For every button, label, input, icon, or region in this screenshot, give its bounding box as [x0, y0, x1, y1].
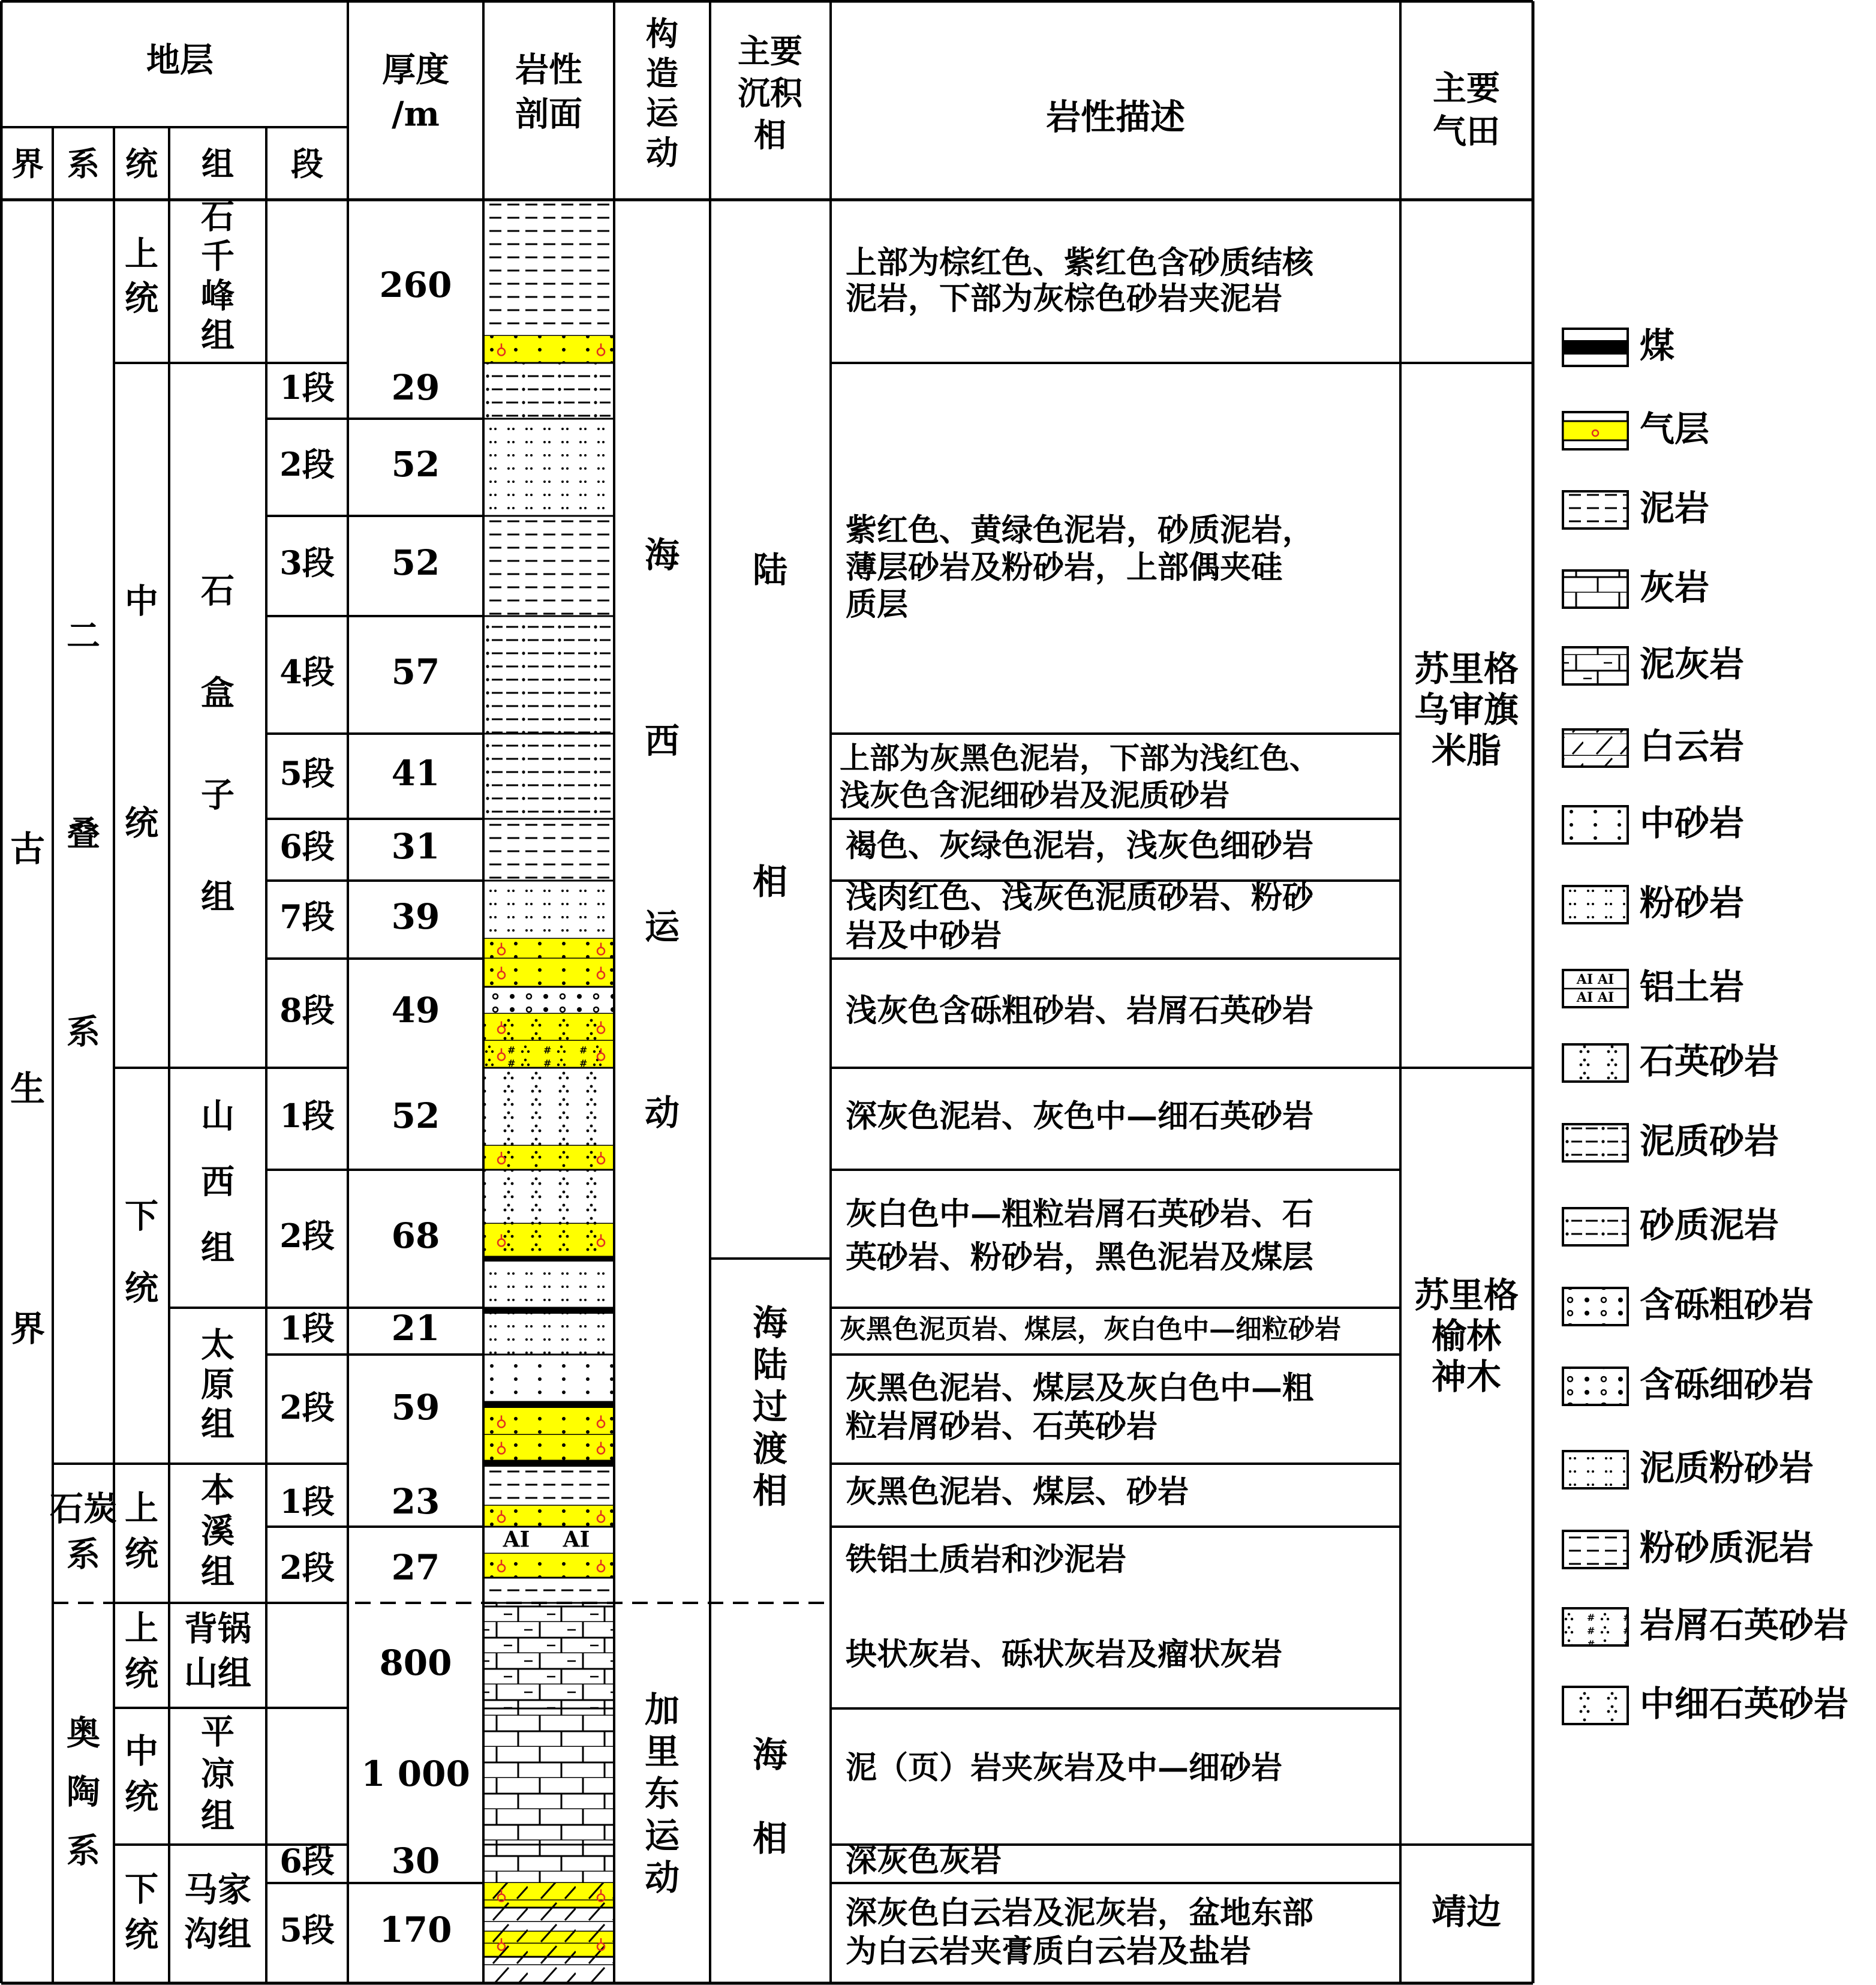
lithology-description: 为白云岩夹膏质白云岩及盐岩 [846, 1933, 1252, 1970]
thickness-value: 30 [391, 1840, 440, 1881]
header-erathem: 界 [11, 145, 44, 184]
formation-shihezi: 子 [201, 775, 235, 815]
formation-shiqianfeng: 峰 [201, 276, 235, 316]
member-label: 1段 [279, 1309, 335, 1348]
lithology-description: 灰白色中—粗粒岩屑石英砂岩、石 [846, 1196, 1314, 1233]
system-ordovician: 陶 [67, 1772, 100, 1812]
tectonic-hercynian: 动 [644, 1092, 680, 1133]
formation-beiguoshan: 背锅 [184, 1609, 251, 1649]
member-label: 2段 [279, 1388, 335, 1427]
series-permian-lower: 统 [125, 1268, 158, 1308]
facies-transitional: 陆 [752, 1344, 788, 1385]
bauxite-legend-label: 铝土岩 [1640, 966, 1745, 1007]
lithology-layer [483, 1908, 614, 1932]
member-label: 2段 [279, 1548, 335, 1587]
thickness-value: 59 [391, 1387, 440, 1428]
facies-continental: 陆 [752, 549, 788, 590]
marl-icon [1563, 644, 1744, 684]
series-carboniferous-upper: 上 [125, 1488, 158, 1528]
thickness-value: 27 [391, 1547, 440, 1588]
bauxite-icon [1563, 966, 1744, 1007]
header-tectonics: 构 [646, 14, 678, 53]
formation-beiguoshan: 山组 [184, 1653, 251, 1693]
series-ordovician-middle: 中 [125, 1731, 158, 1771]
lithology-description: 浅灰色含泥细砂岩及泥质砂岩 [840, 777, 1229, 813]
formation-shihezi: 盒 [201, 673, 235, 713]
lithology-description: 上部为棕红色、紫红色含砂质结核 [846, 244, 1314, 281]
gasfield-upper: 米脂 [1431, 730, 1502, 771]
pebbly-fine-sandstone-icon [1563, 1364, 1814, 1405]
mudstone-icon [1563, 488, 1709, 528]
header-gasfield: 主要 [1433, 68, 1500, 109]
tectonic-hercynian: 海 [644, 534, 680, 575]
member-label: 1段 [279, 368, 335, 407]
facies-transitional: 相 [752, 1470, 788, 1511]
limestone-legend-label: 灰岩 [1640, 567, 1710, 608]
silty-mudstone-legend-label: 粉砂质泥岩 [1640, 1527, 1814, 1568]
gasfield-lower: 靖边 [1431, 1891, 1502, 1932]
header-facies: 主要 [738, 32, 802, 71]
sandy-mudstone-icon [1563, 1205, 1779, 1245]
member-label: 2段 [279, 445, 335, 484]
lithology-layer [483, 1170, 614, 1224]
coal-seam [483, 1308, 614, 1314]
formation-majiagou: 沟组 [184, 1914, 251, 1954]
thickness-value: 68 [391, 1215, 440, 1256]
siltstone-legend-label: 粉砂岩 [1640, 882, 1745, 923]
thickness-value: 29 [391, 367, 440, 408]
header-member: 段 [291, 145, 323, 184]
thickness-value: 23 [391, 1481, 440, 1522]
series-permian-lower: 下 [125, 1196, 158, 1236]
header-lithology: 剖面 [515, 94, 582, 134]
header-tectonics: 动 [646, 133, 678, 172]
member-label: 3段 [279, 543, 335, 582]
siltstone-icon [1563, 882, 1744, 923]
system-permian: 二 [67, 616, 100, 656]
formation-pingliang: 平 [201, 1712, 235, 1752]
tectonic-caledonian: 里 [644, 1731, 680, 1772]
lithology-layer [483, 1578, 614, 1603]
lithology-layer [483, 1957, 614, 1983]
tectonic-caledonian: 加 [644, 1689, 680, 1730]
series-ordovician-upper: 统 [125, 1654, 158, 1694]
gasfield-middle: 神木 [1431, 1356, 1502, 1397]
lithology-layer [483, 734, 614, 819]
silty-mudstone-icon [1563, 1527, 1814, 1568]
header-facies: 沉积 [738, 74, 802, 113]
formation-benxi: 组 [201, 1552, 235, 1592]
facies-continental: 相 [752, 861, 788, 902]
formation-shiqianfeng: 石 [201, 197, 235, 237]
member-label: 4段 [279, 653, 335, 692]
gasfield-middle: 苏里格 [1414, 1275, 1519, 1316]
tectonic-caledonian: 东 [644, 1773, 680, 1814]
header-facies: 相 [754, 116, 786, 155]
formation-shiqianfeng: 组 [201, 316, 235, 356]
lithology-description: 灰黑色泥岩、煤层、砂岩 [846, 1473, 1189, 1510]
facies-marine: 海 [752, 1734, 788, 1775]
lithic-quartz-sandstone-icon [1563, 1605, 1848, 1645]
thickness-value: 31 [391, 826, 440, 867]
header-formation: 组 [202, 145, 234, 184]
gasfield-upper: 苏里格 [1414, 648, 1519, 689]
pebbly-coarse-sandstone-icon [1563, 1284, 1814, 1325]
lithology-layer [483, 200, 614, 336]
thickness-value: 41 [391, 753, 440, 794]
lithology-layer [483, 881, 614, 939]
lithology-column [483, 200, 614, 1983]
lithology-layer [483, 1355, 614, 1402]
formation-shiqianfeng: 千 [201, 236, 235, 277]
medium-fine-quartz-sandstone-icon [1563, 1683, 1848, 1724]
gas-layer-icon [1563, 409, 1709, 449]
coal-seam [483, 1257, 614, 1262]
tectonic-hercynian: 运 [644, 906, 680, 947]
lithology-layer [483, 1603, 614, 1708]
marl-legend-label: 泥灰岩 [1640, 644, 1745, 684]
lithology-description: 上部为灰黑色泥岩，下部为浅红色、 [840, 740, 1319, 776]
lithology-description: 深灰色泥岩、灰色中—细石英砂岩 [846, 1098, 1314, 1135]
sandy-mudstone-legend-label: 砂质泥岩 [1640, 1205, 1779, 1245]
lithic-quartz-sandstone-legend-label: 岩屑石英砂岩 [1640, 1605, 1849, 1645]
coal-seam [483, 1402, 614, 1408]
system-ordovician: 奥 [67, 1713, 100, 1753]
formation-shihezi: 组 [201, 877, 235, 917]
quartz-sandstone-legend-label: 石英砂岩 [1640, 1041, 1779, 1082]
lithology-description: 块状灰岩、砾状灰岩及瘤状灰岩 [846, 1636, 1283, 1673]
header-tectonics: 造 [646, 54, 678, 93]
coal-icon [1563, 325, 1674, 366]
lithology-description: 英砂岩、粉砂岩，黑色泥岩及煤层 [846, 1239, 1314, 1276]
tectonic-hercynian: 西 [644, 720, 680, 761]
stratigraphy-table [1, 1, 1533, 1983]
series-ordovician-middle: 统 [125, 1777, 158, 1817]
facies-transitional: 海 [752, 1302, 788, 1343]
gas-layer-legend-label: 气层 [1640, 409, 1710, 449]
lithology-description: 岩及中砂岩 [846, 917, 1002, 954]
member-label: 6段 [279, 1842, 335, 1881]
lithology-description: 浅灰色含砾粗砂岩、岩屑石英砂岩 [846, 992, 1314, 1029]
pebbly-fine-sandstone-legend-label: 含砾细砂岩 [1640, 1364, 1814, 1405]
lithology-layer [483, 516, 614, 616]
header-thickness: /m [392, 94, 440, 134]
argillaceous-sandstone-icon [1563, 1121, 1779, 1161]
series-ordovician-lower: 统 [125, 1915, 158, 1955]
series-permian-upper: 上 [125, 234, 158, 274]
thickness-value: 800 [379, 1642, 452, 1683]
series-ordovician-upper: 上 [125, 1608, 158, 1648]
system-permian: 系 [67, 1012, 100, 1052]
gasfield-middle: 榆林 [1431, 1316, 1502, 1356]
formation-majiagou: 马家 [184, 1870, 251, 1910]
thickness-value: 170 [379, 1909, 452, 1950]
dolomite-legend-label: 白云岩 [1640, 726, 1745, 767]
member-label: 2段 [279, 1217, 335, 1256]
argillaceous-siltstone-icon [1563, 1448, 1814, 1488]
tectonic-caledonian: 动 [644, 1857, 680, 1898]
lithology-description: 深灰色白云岩及泥灰岩，盆地东部 [846, 1894, 1314, 1932]
lithology-layer [483, 419, 614, 516]
facies-transitional: 过 [752, 1386, 788, 1427]
system-ordovician: 系 [67, 1831, 100, 1871]
lithology-description: 铁铝土质岩和沙泥岩 [846, 1541, 1127, 1578]
header-gasfield: 气田 [1433, 112, 1500, 152]
gasfield-upper: 乌审旗 [1414, 689, 1519, 730]
thickness-value: 49 [391, 990, 440, 1031]
lithology-description: 质层 [846, 586, 909, 623]
lithology-description: 泥（页）岩夹灰岩及中—细砂岩 [846, 1749, 1283, 1786]
series-permian-middle: 中 [125, 581, 158, 621]
coal-seam [483, 1461, 614, 1467]
formation-benxi: 本 [201, 1470, 235, 1510]
thickness-value: 57 [391, 651, 440, 692]
header-description: 岩性描述 [1045, 97, 1186, 137]
svg-text:AI AI: AI AI [1576, 990, 1615, 1005]
erathem-paleozoic: 古 [10, 828, 46, 869]
tectonic-caledonian: 运 [644, 1815, 680, 1856]
lithology-description: 灰黑色泥岩、煤层及灰白色中—粗 [846, 1370, 1314, 1407]
formation-shanxi: 西 [201, 1162, 235, 1202]
thickness-value: 39 [391, 896, 440, 937]
lithology-description: 深灰色灰岩 [846, 1842, 1002, 1879]
header-lithology: 岩性 [515, 50, 582, 90]
lithology-description: 薄层砂岩及粉砂岩，上部偶夹硅 [846, 549, 1283, 586]
erathem-paleozoic: 生 [10, 1068, 46, 1109]
system-carboniferous: 系 [67, 1534, 100, 1575]
formation-taiyuan: 组 [201, 1404, 235, 1445]
lithology-layer [483, 363, 614, 419]
formation-shihezi: 石 [201, 571, 235, 611]
erathem-paleozoic: 界 [10, 1308, 46, 1349]
limestone-icon [1563, 567, 1709, 608]
dolomite-icon [1563, 726, 1744, 767]
lithology-layer [483, 1314, 614, 1355]
formation-taiyuan: 原 [201, 1365, 235, 1405]
medium-fine-quartz-sandstone-legend-label: 中细石英砂岩 [1640, 1683, 1849, 1724]
header-stratum: 地层 [146, 40, 214, 80]
series-permian-middle: 统 [125, 803, 158, 843]
formation-pingliang: 凉 [201, 1754, 235, 1794]
svg-text:AI AI: AI AI [1576, 972, 1615, 987]
argillaceous-sandstone-legend-label: 泥质砂岩 [1640, 1121, 1779, 1161]
lithology-description: 泥岩，下部为灰棕色砂岩夹泥岩 [846, 280, 1283, 317]
lithology-description: 紫红色、黄绿色泥岩，砂质泥岩， [846, 512, 1314, 549]
facies-transitional: 渡 [752, 1428, 788, 1469]
member-label: 5段 [279, 754, 335, 793]
lithology-layer [483, 1845, 614, 1883]
medium-sandstone-legend-label: 中砂岩 [1640, 803, 1745, 843]
medium-sandstone-icon [1563, 803, 1744, 843]
lithology-layer [483, 1708, 614, 1845]
member-label: 8段 [279, 991, 335, 1030]
facies-marine: 相 [752, 1818, 788, 1859]
thickness-value: 21 [391, 1308, 440, 1349]
member-label: 7段 [279, 897, 335, 936]
member-label: 1段 [279, 1482, 335, 1521]
lithology-layer [483, 616, 614, 734]
lithology-description: 灰黑色泥页岩、煤层，灰白色中—细粒砂岩 [840, 1314, 1341, 1345]
thickness-value: 52 [391, 1095, 440, 1136]
lithology-layer [483, 819, 614, 881]
thickness-value: 260 [379, 265, 452, 305]
bauxite-mark: AI [563, 1527, 590, 1552]
formation-shanxi: 组 [201, 1228, 235, 1268]
series-carboniferous-upper: 统 [125, 1534, 158, 1574]
formation-taiyuan: 太 [201, 1325, 235, 1365]
lithology-layer [483, 987, 614, 1014]
system-permian: 叠 [67, 814, 100, 854]
lithology-description: 粒岩屑砂岩、石英砂岩 [846, 1408, 1158, 1445]
system-carboniferous: 石炭 [50, 1489, 117, 1529]
series-permian-upper: 统 [125, 278, 158, 319]
lithology-layer [483, 1262, 614, 1308]
member-label: 5段 [279, 1911, 335, 1950]
series-ordovician-lower: 下 [125, 1869, 158, 1909]
coal-legend-label: 煤 [1640, 325, 1675, 366]
header-tectonics: 运 [646, 94, 678, 133]
bauxite-mark: AI [503, 1527, 530, 1552]
header-system: 系 [67, 145, 100, 184]
formation-shanxi: 山 [201, 1096, 235, 1136]
lithology-layer [483, 1467, 614, 1506]
thickness-value: 1 000 [361, 1753, 470, 1794]
argillaceous-siltstone-legend-label: 泥质粉砂岩 [1640, 1448, 1814, 1488]
member-label: 6段 [279, 827, 335, 866]
thickness-value: 52 [391, 444, 440, 485]
lithology-description: 浅肉红色、浅灰色泥质砂岩、粉砂 [846, 879, 1314, 916]
lithology-description: 褐色、灰绿色泥岩，浅灰色细砂岩 [846, 827, 1314, 864]
mudstone-legend-label: 泥岩 [1640, 488, 1710, 528]
pebbly-coarse-sandstone-legend-label: 含砾粗砂岩 [1640, 1284, 1814, 1325]
lithology-legend [1563, 325, 1848, 1724]
member-label: 1段 [279, 1097, 335, 1136]
header-thickness: 厚度 [382, 50, 449, 90]
lithology-layer [483, 1068, 614, 1146]
thickness-value: 52 [391, 542, 440, 583]
formation-benxi: 溪 [201, 1511, 235, 1551]
quartz-sandstone-icon [1563, 1041, 1779, 1082]
header-series: 统 [125, 145, 158, 184]
formation-pingliang: 组 [201, 1796, 235, 1836]
